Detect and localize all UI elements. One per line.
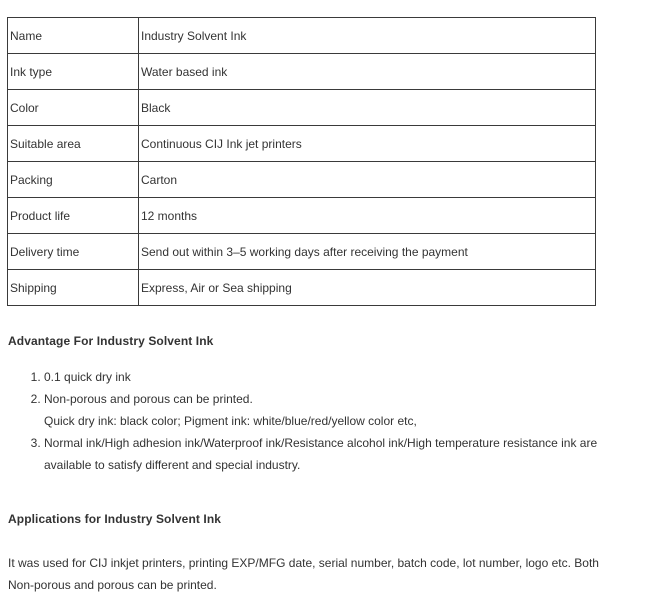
- applications-heading: Applications for Industry Solvent Ink: [8, 512, 222, 526]
- spec-key: Ink type: [8, 54, 139, 90]
- paragraph-line: Non-porous and porous can be printed.: [8, 578, 217, 592]
- list-item: [44, 366, 667, 388]
- spec-value: Express, Air or Sea shipping: [139, 270, 596, 306]
- list-item-text: 0.1 quick dry ink: [44, 370, 131, 384]
- spec-key: Name: [8, 18, 139, 54]
- table-row: [8, 270, 596, 306]
- spec-value: Water based ink: [139, 54, 596, 90]
- spec-key: Suitable area: [8, 126, 139, 162]
- spec-value: Send out within 3–5 working days after receiving the payment: [139, 234, 596, 270]
- table-row: [8, 198, 596, 234]
- advantage-heading: Advantage For Industry Solvent Ink: [8, 334, 214, 348]
- table-row: [8, 234, 596, 270]
- list-item: [44, 388, 667, 432]
- spec-table: [7, 17, 596, 306]
- spec-value: Black: [139, 90, 596, 126]
- spec-value: Industry Solvent Ink: [139, 18, 596, 54]
- spec-key: Color: [8, 90, 139, 126]
- advantage-list: [8, 366, 667, 476]
- list-item-text: Normal ink/High adhesion ink/Waterproof ink/Resistance alcohol ink/High temperature resistance ink are: [44, 436, 598, 450]
- spec-value: Carton: [139, 162, 596, 198]
- list-item-text-continued: Quick dry ink: black color; Pigment ink: white/blue/red/yellow color etc,: [44, 414, 417, 428]
- spec-key: Shipping: [8, 270, 139, 306]
- spec-value: Continuous CIJ Ink jet printers: [139, 126, 596, 162]
- applications-paragraph: [8, 552, 658, 596]
- table-row: [8, 126, 596, 162]
- spec-key: Packing: [8, 162, 139, 198]
- spec-value: 12 months: [139, 198, 596, 234]
- spec-key: Product life: [8, 198, 139, 234]
- table-row: [8, 18, 596, 54]
- spec-key: Delivery time: [8, 234, 139, 270]
- list-item: [44, 432, 667, 476]
- paragraph-line: It was used for CIJ inkjet printers, printing EXP/MFG date, serial number, batch code, lot number, logo etc. Both: [8, 556, 599, 570]
- table-row: [8, 90, 596, 126]
- table-row: [8, 54, 596, 90]
- list-item-text-continued: available to satisfy different and special industry.: [44, 458, 301, 472]
- table-row: [8, 162, 596, 198]
- list-item-text: Non-porous and porous can be printed.: [44, 392, 253, 406]
